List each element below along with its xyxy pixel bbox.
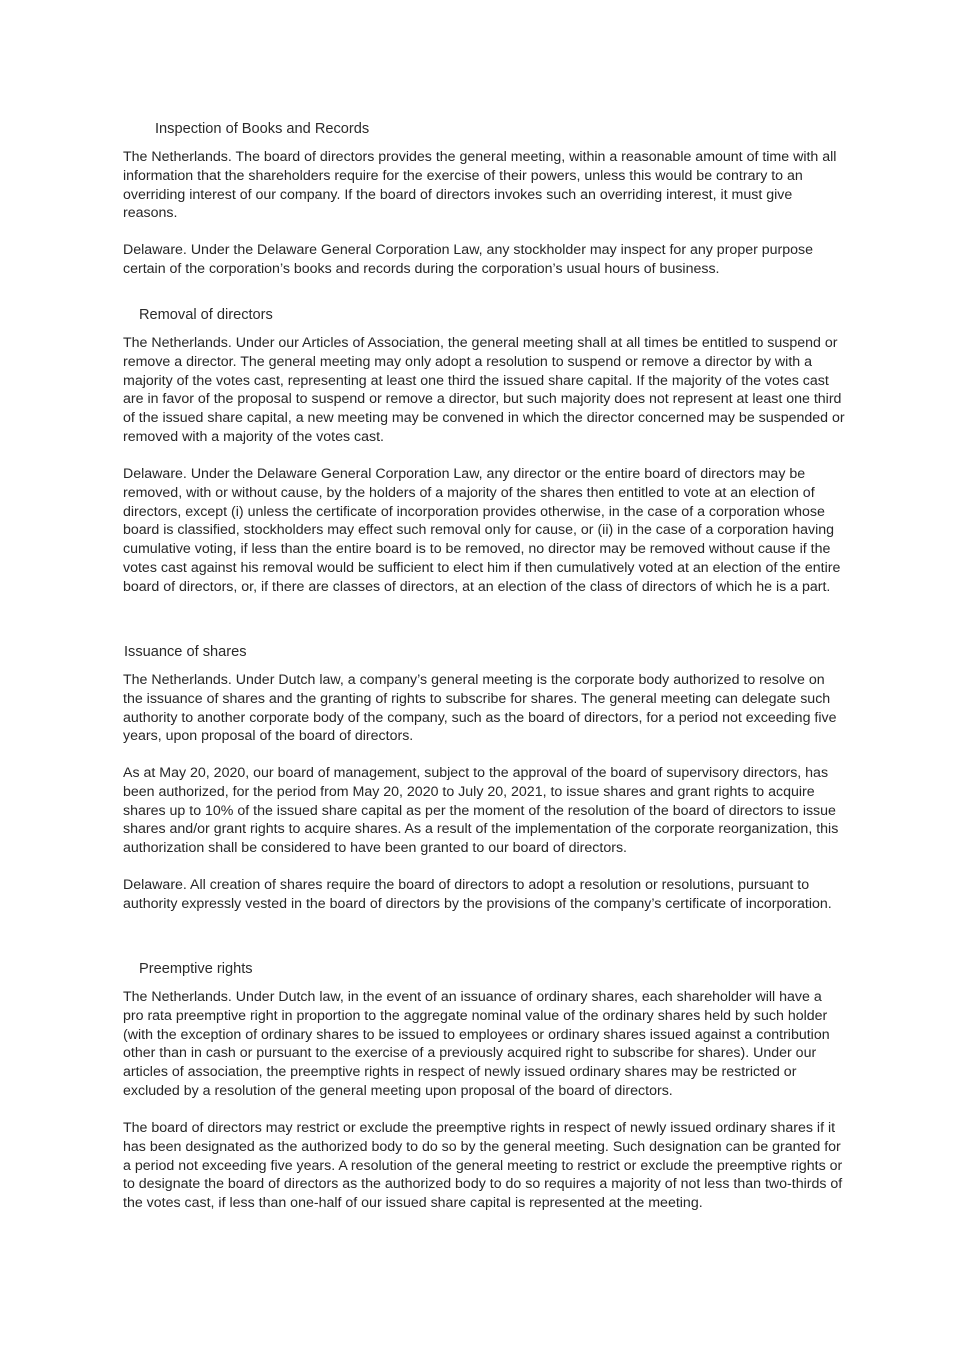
section-heading-inspection: Inspection of Books and Records bbox=[155, 121, 370, 137]
paragraph-removal-delaware: Delaware. Under the Delaware General Corporation Law, any director or the entire board of directors may be removed, with or without cause, by the holders of a majority of the shares then entitled to vote at an election of directors, except (i) unless the certificate of incorporation provides otherwise, in the case of a corporation whose board is classified, stockholders may effect such removal only for cause, or (ii) in the case of a corporation having cumulative voting, if less than the entire board is to be removed, no director may be removed without cause if the votes cast against his removal would be sufficient to elect him if then cumulatively voted at an election of the entire board of directors, or, if there are classes of directors, at an election of the class of directors of which he is a part. bbox=[123, 466, 841, 595]
paragraph-issuance-delaware: Delaware. All creation of shares require the board of directors to adopt a resolution or resolutions, pursuant to authority expressly vested in the board of directors by the provisions of the company’s certificate of incorporation. bbox=[123, 877, 832, 912]
section-heading-removal: Removal of directors bbox=[139, 307, 273, 323]
section-heading-issuance: Issuance of shares bbox=[124, 644, 247, 660]
paragraph-issuance-authorization: As at May 20, 2020, our board of management, subject to the approval of the board of supervisory directors, has been authorized, for the period from May 20, 2020 to July 20, 2021, to issue shares and grant rights to acquire shares up to 10% of the issued share capital as per the moment of the resolution of the board of directors to issue shares and/or grant rights to acquire shares. As a result of the implementation of the corporate reorganization, this authorization shall be considered to have been granted to our board of directors. bbox=[123, 765, 839, 857]
paragraph-preemptive-netherlands: The Netherlands. Under Dutch law, in the event of an issuance of ordinary shares, each shareholder will have a pro rata preemptive right in proportion to the aggregate nominal value of the ordinary shares held by such holder (with the exception of ordinary shares to be issued to employees or ordinary shares issued against a contribution other than in cash or pursuant to the exercise of a previously acquired right to subscribe for shares). Under our articles of association, the preemptive rights in respect of newly issued ordinary shares may be restricted or excluded by a resolution of the general meeting upon proposal of the board of directors. bbox=[123, 989, 830, 1099]
section-heading-preemptive: Preemptive rights bbox=[139, 961, 253, 977]
paragraph-inspection-delaware: Delaware. Under the Delaware General Corporation Law, any stockholder may inspect for any proper purpose certain of the corporation’s books and records during the corporation’s usual hours of business. bbox=[123, 242, 814, 277]
paragraph-preemptive-board: The board of directors may restrict or exclude the preemptive rights in respect of newly issued ordinary shares if it has been designated as the authorized body to do so by the general meeting. Such designation can be granted for a period not exceeding five years. A resolution of the general meeting to restrict or exclude the preemptive rights or to designate the board of directors as the authorized body to do so requires a majority of not less than two-thirds of the votes cast, if less than one-half of our issued share capital is represented at the meeting. bbox=[123, 1120, 843, 1212]
paragraph-removal-netherlands: The Netherlands. Under our Articles of Association, the general meeting shall at all times be entitled to suspend or remove a director. The general meeting may only adopt a resolution to suspend or remove a director by with a majority of the votes cast, representing at least one third the issued share capital. If the majority of the votes cast are in favor of the proposal to suspend or remove a director, but such majority does not represent at least one third of the issued share capital, a new meeting may be convened in which the director concerned may be suspended or removed with a majority of the votes cast. bbox=[123, 335, 845, 445]
paragraph-issuance-netherlands: The Netherlands. Under Dutch law, a company’s general meeting is the corporate body authorized to resolve on the issuance of shares and the granting of rights to subscribe for shares. The general meeting can delegate such authority to another corporate body of the company, such as the board of directors, for a period not exceeding five years, upon proposal of the board of directors. bbox=[123, 672, 837, 745]
paragraph-inspection-netherlands: The Netherlands. The board of directors provides the general meeting, within a reasonable amount of time with all information that the shareholders require for the exercise of their powers, unless this would be contrary to an overriding interest of our company. If the board of directors invokes such an overriding interest, it must give reasons. bbox=[123, 149, 837, 222]
